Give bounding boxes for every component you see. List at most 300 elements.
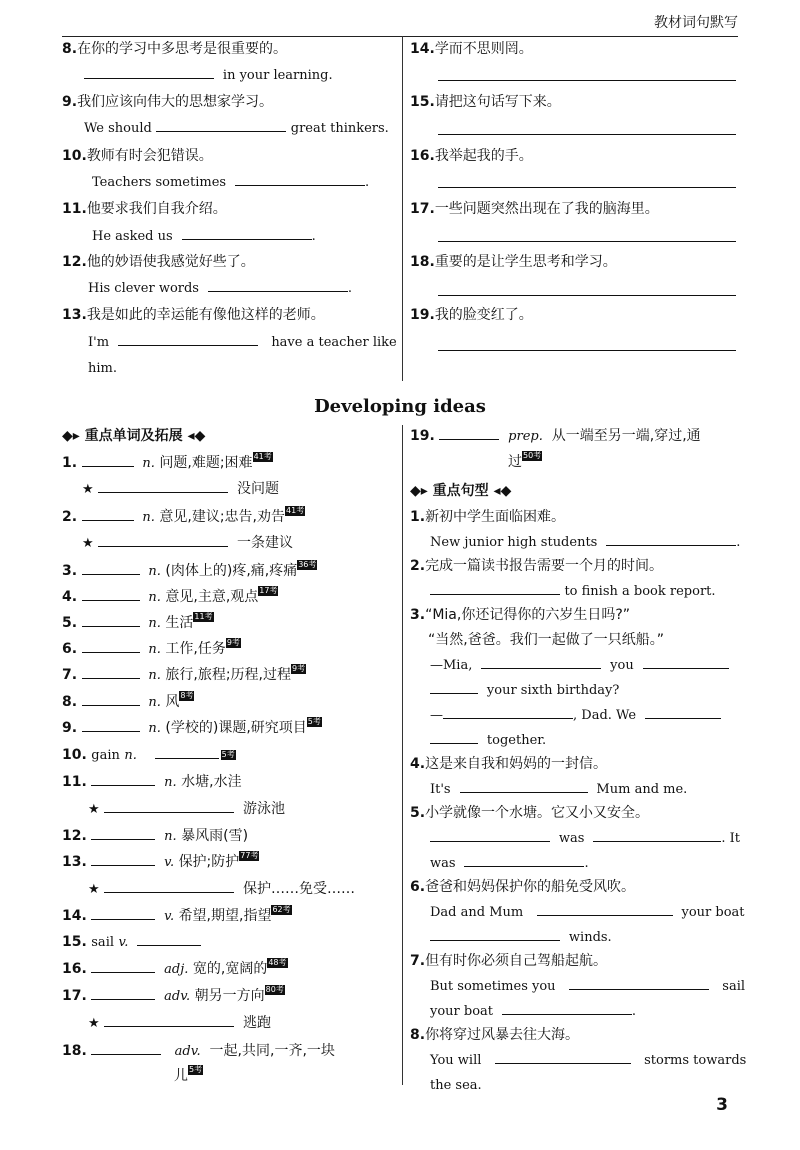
item-english: sail (722, 979, 746, 994)
item-english: I'm (88, 335, 110, 350)
frequency-tag: 50考 (523, 451, 542, 460)
fill-blank[interactable] (98, 480, 228, 493)
vocab-item-cont (174, 1067, 400, 1085)
vocab-item (62, 614, 400, 633)
fill-blank[interactable] (91, 907, 155, 920)
part-of-speech: n. (164, 829, 177, 844)
item-number: 17. (62, 988, 87, 1004)
item-chinese: 教师有时会犯错误。 (86, 148, 213, 164)
item-number: 12. (62, 254, 87, 270)
fill-blank[interactable] (481, 656, 601, 669)
frequency-tag: 62考 (272, 905, 291, 914)
item-chinese: 小学就像一个水塘。它又小又安全。 (425, 805, 650, 821)
vocab-item (62, 640, 400, 659)
answer-line (88, 333, 400, 352)
item-english: was (558, 831, 585, 846)
fill-blank[interactable] (82, 588, 140, 601)
item-english: winds. (568, 930, 612, 945)
sentence-column (410, 425, 747, 1095)
item-english: We should (84, 121, 152, 136)
section-title: Developing ideas (314, 396, 486, 417)
star-icon: ★ (88, 1016, 100, 1031)
part-of-speech: n. (148, 668, 161, 683)
item-english: . (311, 229, 316, 244)
frequency-tag: 5考 (307, 717, 321, 726)
fill-blank[interactable] (438, 80, 736, 81)
item-chinese: “Mia,你还记得你的六岁生日吗?” (425, 607, 630, 623)
item-chinese: 朝另一方向 (194, 988, 265, 1004)
answer-line (430, 780, 736, 799)
item-chinese: 我的脸变红了。 (434, 307, 533, 323)
vocab-item (62, 666, 400, 685)
item-number: 8. (62, 41, 78, 57)
item-chinese: 在你的学习中多思考是很重要的。 (77, 41, 288, 57)
answer-line (84, 66, 400, 85)
vocab-item (62, 853, 400, 872)
item-number: 15. (62, 934, 87, 950)
vocab-heading-text: 重点单词及拓展 (84, 428, 183, 444)
frequency-tag: 80考 (265, 985, 284, 994)
vocab-column (62, 425, 400, 1095)
exercise-item (62, 40, 400, 58)
fill-blank[interactable] (82, 719, 140, 732)
item-number: 13. (62, 854, 87, 870)
column-divider-top (402, 36, 403, 381)
item-number: 14. (62, 908, 87, 924)
fill-blank[interactable] (569, 977, 709, 990)
vocab-item (62, 827, 400, 846)
top-left-column (62, 0, 400, 380)
item-chinese: 你将穿过风暴去往大海。 (425, 1027, 580, 1043)
item-number: 11. (62, 774, 87, 790)
frequency-tag: 48考 (268, 958, 287, 967)
vocab-item (62, 1042, 400, 1061)
vocab-extension (88, 800, 400, 819)
answer-line (430, 731, 736, 750)
fill-blank[interactable] (430, 928, 560, 941)
answer-line (88, 279, 400, 298)
item-english: . (584, 856, 589, 871)
sentence-item (410, 606, 736, 624)
item-number: 1. (410, 509, 426, 525)
fill-blank[interactable] (98, 534, 228, 547)
item-number: 16. (62, 961, 87, 977)
item-number: 9. (62, 720, 78, 736)
sentence-item (410, 878, 736, 896)
item-chinese: 工作,任务 (165, 641, 226, 657)
item-english: He asked us (92, 229, 173, 244)
item-chinese: 一条建议 (237, 535, 294, 551)
item-chinese: 游泳池 (243, 801, 286, 817)
answer-line (430, 656, 736, 675)
answer-line (430, 829, 740, 848)
answer-line (430, 903, 745, 922)
fill-blank[interactable] (84, 66, 214, 79)
item-chinese: 风 (165, 694, 180, 710)
sentence-item (410, 557, 736, 575)
item-number: 1. (62, 455, 78, 471)
fill-blank[interactable] (82, 666, 140, 679)
top-right-column (410, 0, 736, 380)
item-number: 17. (410, 201, 435, 217)
exercise-item (410, 253, 736, 271)
diamond-icon: ◂◆ (488, 483, 512, 499)
item-number: 3. (410, 607, 426, 623)
item-chinese: 学而不思则罔。 (434, 41, 533, 57)
item-english: His clever words (88, 281, 199, 296)
item-word: sail (91, 935, 115, 950)
item-number: 5. (62, 615, 78, 631)
star-icon: ★ (88, 802, 100, 817)
page-number: 3 (716, 1095, 728, 1115)
item-number: 10. (62, 148, 87, 164)
fill-blank[interactable] (156, 119, 286, 132)
fill-blank[interactable] (91, 773, 155, 786)
item-english: him. (88, 361, 117, 376)
item-number: 3. (62, 563, 78, 579)
part-of-speech: n. (148, 721, 161, 736)
fill-blank[interactable] (82, 454, 134, 467)
fill-blank[interactable] (438, 134, 736, 135)
fill-blank[interactable] (438, 350, 736, 351)
page-header: 教材词句默写 (654, 15, 738, 31)
sentence-item (410, 508, 736, 526)
diamond-icon: ◆▸ (62, 428, 85, 444)
fill-blank[interactable] (430, 582, 560, 595)
fill-blank[interactable] (643, 656, 729, 669)
vocab-extension (82, 480, 400, 499)
item-english: —Mia, (430, 658, 473, 673)
frequency-tag: 11考 (194, 612, 213, 621)
part-of-speech: n. (148, 642, 161, 657)
item-english: Dad and Mum (430, 905, 524, 920)
item-chinese: 逃跑 (243, 1015, 272, 1031)
answer-line (92, 227, 400, 246)
vocab-item (62, 719, 400, 738)
part-of-speech: n. (148, 590, 161, 605)
item-english: in your learning. (222, 68, 333, 83)
item-chinese: 旅行,旅程;历程,过程 (165, 667, 292, 683)
fill-blank[interactable] (235, 173, 365, 186)
fill-blank[interactable] (438, 295, 736, 296)
frequency-tag: 77考 (240, 851, 259, 860)
item-number: 16. (410, 148, 435, 164)
column-divider-bottom (402, 425, 403, 1085)
part-of-speech: adj. (164, 962, 189, 977)
part-of-speech: n. (148, 564, 161, 579)
item-chinese: 从一端至另一端,穿过,通 (551, 428, 701, 444)
part-of-speech: n. (124, 748, 137, 763)
frequency-tag: 17考 (259, 586, 278, 595)
item-chinese: 儿 (174, 1068, 188, 1084)
star-icon: ★ (82, 536, 94, 551)
fill-blank[interactable] (91, 853, 155, 866)
vocab-item (62, 508, 400, 527)
item-english: to finish a book report. (564, 584, 716, 599)
item-word: gain (91, 748, 120, 763)
item-chinese: 他的妙语使我感觉好些了。 (86, 254, 255, 270)
fill-blank[interactable] (91, 1042, 161, 1055)
item-chinese: 我举起我的手。 (434, 148, 533, 164)
exercise-item (410, 40, 736, 58)
item-chinese: 请把这句话写下来。 (434, 94, 561, 110)
answer-line (430, 854, 736, 873)
item-english: New junior high students (430, 535, 598, 550)
item-english: Mum and me. (596, 782, 688, 797)
vocab-item (62, 773, 400, 792)
part-of-speech: n. (148, 695, 161, 710)
item-chinese: 宽的,宽阔的 (192, 961, 268, 977)
item-number: 7. (410, 953, 426, 969)
fill-blank[interactable] (464, 854, 584, 867)
item-chinese: 这是来自我和妈妈的一封信。 (425, 756, 608, 772)
fill-blank[interactable] (91, 827, 155, 840)
answer-line (92, 173, 400, 192)
fill-blank[interactable] (118, 333, 258, 346)
frequency-tag: 5考 (189, 1065, 203, 1074)
vocab-item (62, 454, 400, 473)
item-chinese: 他要求我们自我介绍。 (86, 201, 227, 217)
item-chinese: 一些问题突然出现在了我的脑海里。 (434, 201, 659, 217)
part-of-speech: adv. (174, 1044, 201, 1059)
answer-line (84, 119, 400, 138)
fill-blank[interactable] (439, 427, 499, 440)
fill-blank[interactable] (606, 533, 736, 546)
item-chinese: 一起,共同,一齐,一块 (209, 1043, 335, 1059)
item-number: 7. (62, 667, 78, 683)
item-number: 13. (62, 307, 87, 323)
item-number: 11. (62, 201, 87, 217)
vocab-item (62, 907, 400, 926)
item-chinese: 过 (508, 454, 522, 470)
exercise-item (410, 93, 736, 111)
sentence-item (410, 755, 736, 773)
fill-blank[interactable] (645, 706, 721, 719)
item-number: 6. (410, 879, 426, 895)
item-number: 5. (410, 805, 426, 821)
item-chinese: 我是如此的幸运能有像他这样的老师。 (86, 307, 325, 323)
item-english: . It (721, 831, 740, 846)
item-english: You will (430, 1053, 482, 1068)
item-number: 10. (62, 747, 87, 763)
item-english: . (364, 175, 370, 190)
frequency-tag: 9考 (226, 638, 240, 647)
fill-blank[interactable] (460, 780, 588, 793)
item-number: 2. (62, 509, 78, 525)
fill-blank[interactable] (502, 1002, 632, 1015)
fill-blank[interactable] (430, 731, 478, 744)
item-english: . (631, 1004, 637, 1019)
item-number: 9. (62, 94, 78, 110)
fill-blank[interactable] (208, 279, 348, 292)
part-of-speech: adv. (164, 989, 191, 1004)
frequency-tag: 41考 (286, 506, 305, 515)
item-english: — (430, 708, 443, 723)
item-number: 6. (62, 641, 78, 657)
sentence-heading (410, 482, 736, 500)
exercise-item (62, 306, 400, 324)
fill-blank[interactable] (104, 1014, 234, 1027)
fill-blank[interactable] (137, 933, 201, 946)
fill-blank[interactable] (91, 987, 155, 1000)
vocab-heading (62, 427, 400, 445)
part-of-speech: v. (164, 855, 175, 870)
frequency-tag: 5考 (221, 750, 235, 759)
item-number: 19. (410, 428, 435, 444)
item-number: 8. (410, 1027, 426, 1043)
vocab-item (62, 933, 400, 952)
item-english: together. (486, 733, 547, 748)
exercise-item (62, 147, 400, 165)
item-chinese: 生活 (165, 615, 194, 631)
item-chinese: 但有时你必须自己驾船起航。 (425, 953, 608, 969)
fill-blank[interactable] (438, 187, 736, 188)
sentence-item (410, 1026, 736, 1044)
vocab-item (62, 746, 400, 765)
answer-line (430, 1076, 736, 1095)
fill-blank[interactable] (82, 640, 140, 653)
part-of-speech: v. (118, 935, 129, 950)
answer-line (430, 1051, 747, 1070)
exercise-item (410, 200, 736, 218)
item-chinese: 没问题 (237, 481, 280, 497)
item-english: It's (430, 782, 451, 797)
part-of-speech: v. (164, 909, 175, 924)
item-english: . (736, 535, 741, 550)
item-english: the sea. (430, 1078, 482, 1093)
fill-blank[interactable] (82, 508, 134, 521)
answer-line (430, 977, 746, 996)
item-chinese: 暴风雨(雪) (181, 828, 249, 844)
item-number: 18. (410, 254, 435, 270)
exercise-item (62, 253, 400, 271)
vocab-extension (82, 534, 400, 553)
vocab-item (62, 562, 400, 581)
item-chinese: 问题,难题;困难 (159, 455, 253, 471)
item-english: But sometimes you (430, 979, 556, 994)
sentence-heading-text: 重点句型 (432, 483, 489, 499)
fill-blank[interactable] (104, 800, 234, 813)
vocab-item (62, 987, 400, 1006)
fill-blank[interactable] (91, 960, 155, 973)
item-english: . (347, 281, 353, 296)
item-chinese: 我们应该向伟大的思想家学习。 (77, 94, 274, 110)
frequency-tag: 9考 (292, 664, 306, 673)
vocab-extension (88, 880, 400, 899)
item-english: have a teacher like (271, 335, 397, 350)
part-of-speech: n. (164, 775, 177, 790)
item-english: your sixth birthday? (486, 683, 620, 698)
item-chinese: “当然,爸爸。我们一起做了一只纸船。” (428, 632, 664, 648)
item-chinese: (学校的)课题,研究项目 (165, 720, 307, 736)
fill-blank[interactable] (430, 681, 478, 694)
fill-blank[interactable] (82, 693, 140, 706)
fill-blank[interactable] (593, 829, 721, 842)
star-icon: ★ (88, 882, 100, 897)
part-of-speech: n. (148, 616, 161, 631)
item-english: Teachers sometimes (92, 175, 227, 190)
fill-blank[interactable] (438, 241, 736, 242)
item-number: 18. (62, 1043, 87, 1059)
item-chinese: 保护;防护 (178, 854, 240, 870)
part-of-speech: n. (142, 456, 155, 471)
item-english: you (610, 658, 634, 673)
item-number: 14. (410, 41, 435, 57)
part-of-speech: prep. (508, 429, 543, 444)
frequency-tag: 36考 (298, 560, 317, 569)
sentence-item (410, 952, 736, 970)
answer-line (430, 681, 736, 700)
item-chinese: 保护……免受…… (243, 881, 356, 897)
frequency-tag: 41考 (253, 452, 272, 461)
item-chinese: (肉体上的)疼,痛,疼痛 (165, 563, 298, 579)
item-english: your boat (430, 1004, 494, 1019)
part-of-speech: n. (142, 510, 155, 525)
vocab-item (62, 960, 400, 979)
fill-blank[interactable] (443, 706, 573, 719)
item-english: was (430, 856, 456, 871)
vocab-item (62, 588, 400, 607)
fill-blank[interactable] (82, 614, 140, 627)
answer-line (88, 359, 400, 378)
item-chinese: 新初中学生面临困难。 (425, 509, 566, 525)
fill-blank[interactable] (537, 903, 673, 916)
vocab-item (62, 693, 400, 712)
item-number: 4. (410, 756, 426, 772)
item-english: great thinkers. (290, 121, 389, 136)
fill-blank[interactable] (82, 562, 140, 575)
answer-line (430, 706, 736, 725)
frequency-tag: 8考 (180, 691, 194, 700)
fill-blank[interactable] (104, 880, 234, 893)
star-icon: ★ (82, 482, 94, 497)
item-number: 19. (410, 307, 435, 323)
exercise-item (410, 147, 736, 165)
sentence-item-cont (428, 631, 736, 649)
item-number: 8. (62, 694, 78, 710)
fill-blank[interactable] (155, 746, 219, 759)
answer-line (430, 582, 736, 601)
item-number: 12. (62, 828, 87, 844)
exercise-item (62, 93, 400, 111)
item-chinese: 意见,建议;忠告,劝告 (159, 509, 286, 525)
item-english: storms towards (644, 1053, 747, 1068)
item-chinese: 希望,期望,指望 (178, 908, 272, 924)
item-number: 15. (410, 94, 435, 110)
item-number: 2. (410, 558, 426, 574)
vocab-extension (88, 1014, 400, 1033)
item-chinese: 完成一篇读书报告需要一个月的时间。 (425, 558, 664, 574)
vocab-item-cont (508, 453, 736, 471)
exercise-item (62, 200, 400, 218)
item-chinese: 水塘,水洼 (181, 774, 242, 790)
item-chinese: 意见,主意,观点 (165, 589, 259, 605)
diamond-icon: ◆▸ (410, 483, 433, 499)
answer-line (430, 928, 736, 947)
answer-line (430, 1002, 736, 1021)
answer-line (430, 533, 741, 552)
item-english: , Dad. We (573, 708, 637, 723)
vocab-item (410, 427, 736, 446)
fill-blank[interactable] (182, 227, 312, 240)
item-english: your boat (681, 905, 745, 920)
diamond-icon: ◂◆ (182, 428, 206, 444)
fill-blank[interactable] (430, 829, 550, 842)
sentence-item (410, 804, 736, 822)
item-chinese: 爸爸和妈妈保护你的船免受风吹。 (425, 879, 636, 895)
exercise-item (410, 306, 736, 324)
fill-blank[interactable] (495, 1051, 631, 1064)
